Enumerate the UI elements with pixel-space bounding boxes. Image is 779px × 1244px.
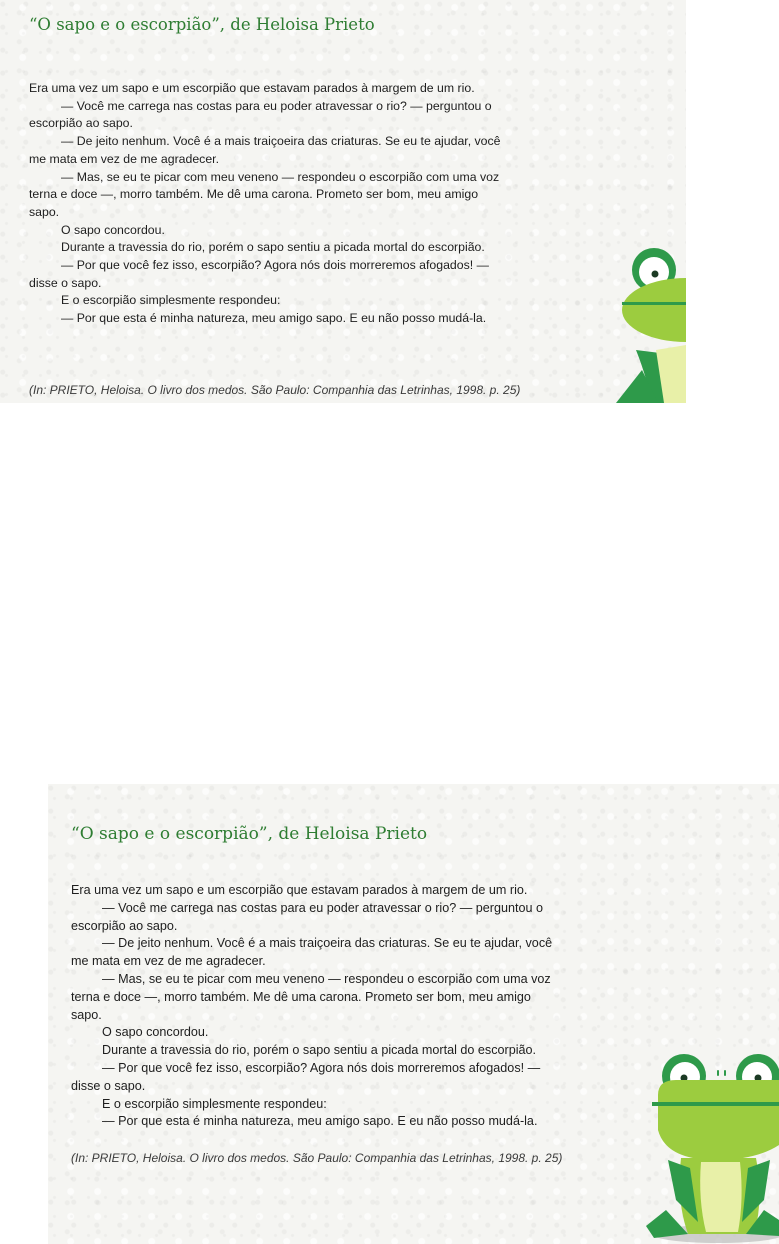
story-line: — Por que você fez isso, escorpião? Agora nós dois morreremos afogados! — [61,258,489,273]
story-title: “O sapo e o escorpião”, de Heloisa Prieto [71,824,428,844]
story-title: “O sapo e o escorpião”, de Heloisa Prieto [29,15,375,34]
frog-illustration-icon [606,240,686,403]
story-line: — Por que esta é minha natureza, meu amigo sapo. E eu não posso mudá-la. [61,311,487,326]
story-line: Era uma vez um sapo e um escorpião que estavam parados à margem de um rio. [29,81,475,95]
story-line: — Mas, se eu te picar com meu veneno — respondeu o escorpião com uma voz [61,169,500,184]
story-line: Era uma vez um sapo e um escorpião que estavam parados à margem de um rio. [71,883,528,897]
story-line: disse o sapo. [29,275,102,290]
story-body [71,882,552,1131]
story-line: E o escorpião simplesmente respondeu: [61,293,281,308]
frog-illustration-icon [646,1050,779,1244]
story-line: — De jeito nenhum. Você é a mais traiçoeira das criaturas. Se eu te ajudar, você [102,936,553,951]
story-line: me mata em vez de me agradecer. [71,954,266,969]
story-line: O sapo concordou. [102,1025,209,1040]
story-line: — Por que você fez isso, escorpião? Agora nós dois morreremos afogados! — [102,1060,541,1075]
story-panel-top [0,0,686,403]
story-line: terna e doce —, morro também. Me dê uma carona. Prometo ser bom, meu amigo [29,187,479,202]
story-line: — Você me carrega nas costas para eu poder atravessar o rio? — perguntou o [102,900,544,915]
story-line: terna e doce —, morro também. Me dê uma carona. Prometo ser bom, meu amigo [71,989,531,1004]
story-panel-bottom [48,784,779,1244]
story-line: escorpião ao sapo. [71,918,178,933]
story-line: E o escorpião simplesmente respondeu: [102,1096,327,1111]
story-body [29,80,501,328]
story-line: disse o sapo. [71,1078,146,1093]
story-line: — De jeito nenhum. Você é a mais traiçoeira das criaturas. Se eu te ajudar, você [61,134,501,149]
story-citation: (In: PRIETO, Heloisa. O livro dos medos. São Paulo: Companhia das Letrinhas, 1998. p. 25) [71,1151,563,1165]
story-line: escorpião ao sapo. [29,116,133,131]
story-line: Durante a travessia do rio, porém o sapo sentiu a picada mortal do escorpião. [61,240,485,255]
story-line: sapo. [29,204,60,219]
story-line: Durante a travessia do rio, porém o sapo sentiu a picada mortal do escorpião. [102,1043,537,1058]
story-citation: (In: PRIETO, Heloisa. O livro dos medos. São Paulo: Companhia das Letrinhas, 1998. p. 25) [29,383,521,397]
story-line: sapo. [71,1007,102,1022]
story-line: O sapo concordou. [61,222,165,237]
story-line: — Você me carrega nas costas para eu poder atravessar o rio? — perguntou o [61,98,492,113]
story-line: me mata em vez de me agradecer. [29,151,220,166]
story-line: — Mas, se eu te picar com meu veneno — respondeu o escorpião com uma voz [102,971,551,986]
story-line: — Por que esta é minha natureza, meu amigo sapo. E eu não posso mudá-la. [102,1114,538,1129]
